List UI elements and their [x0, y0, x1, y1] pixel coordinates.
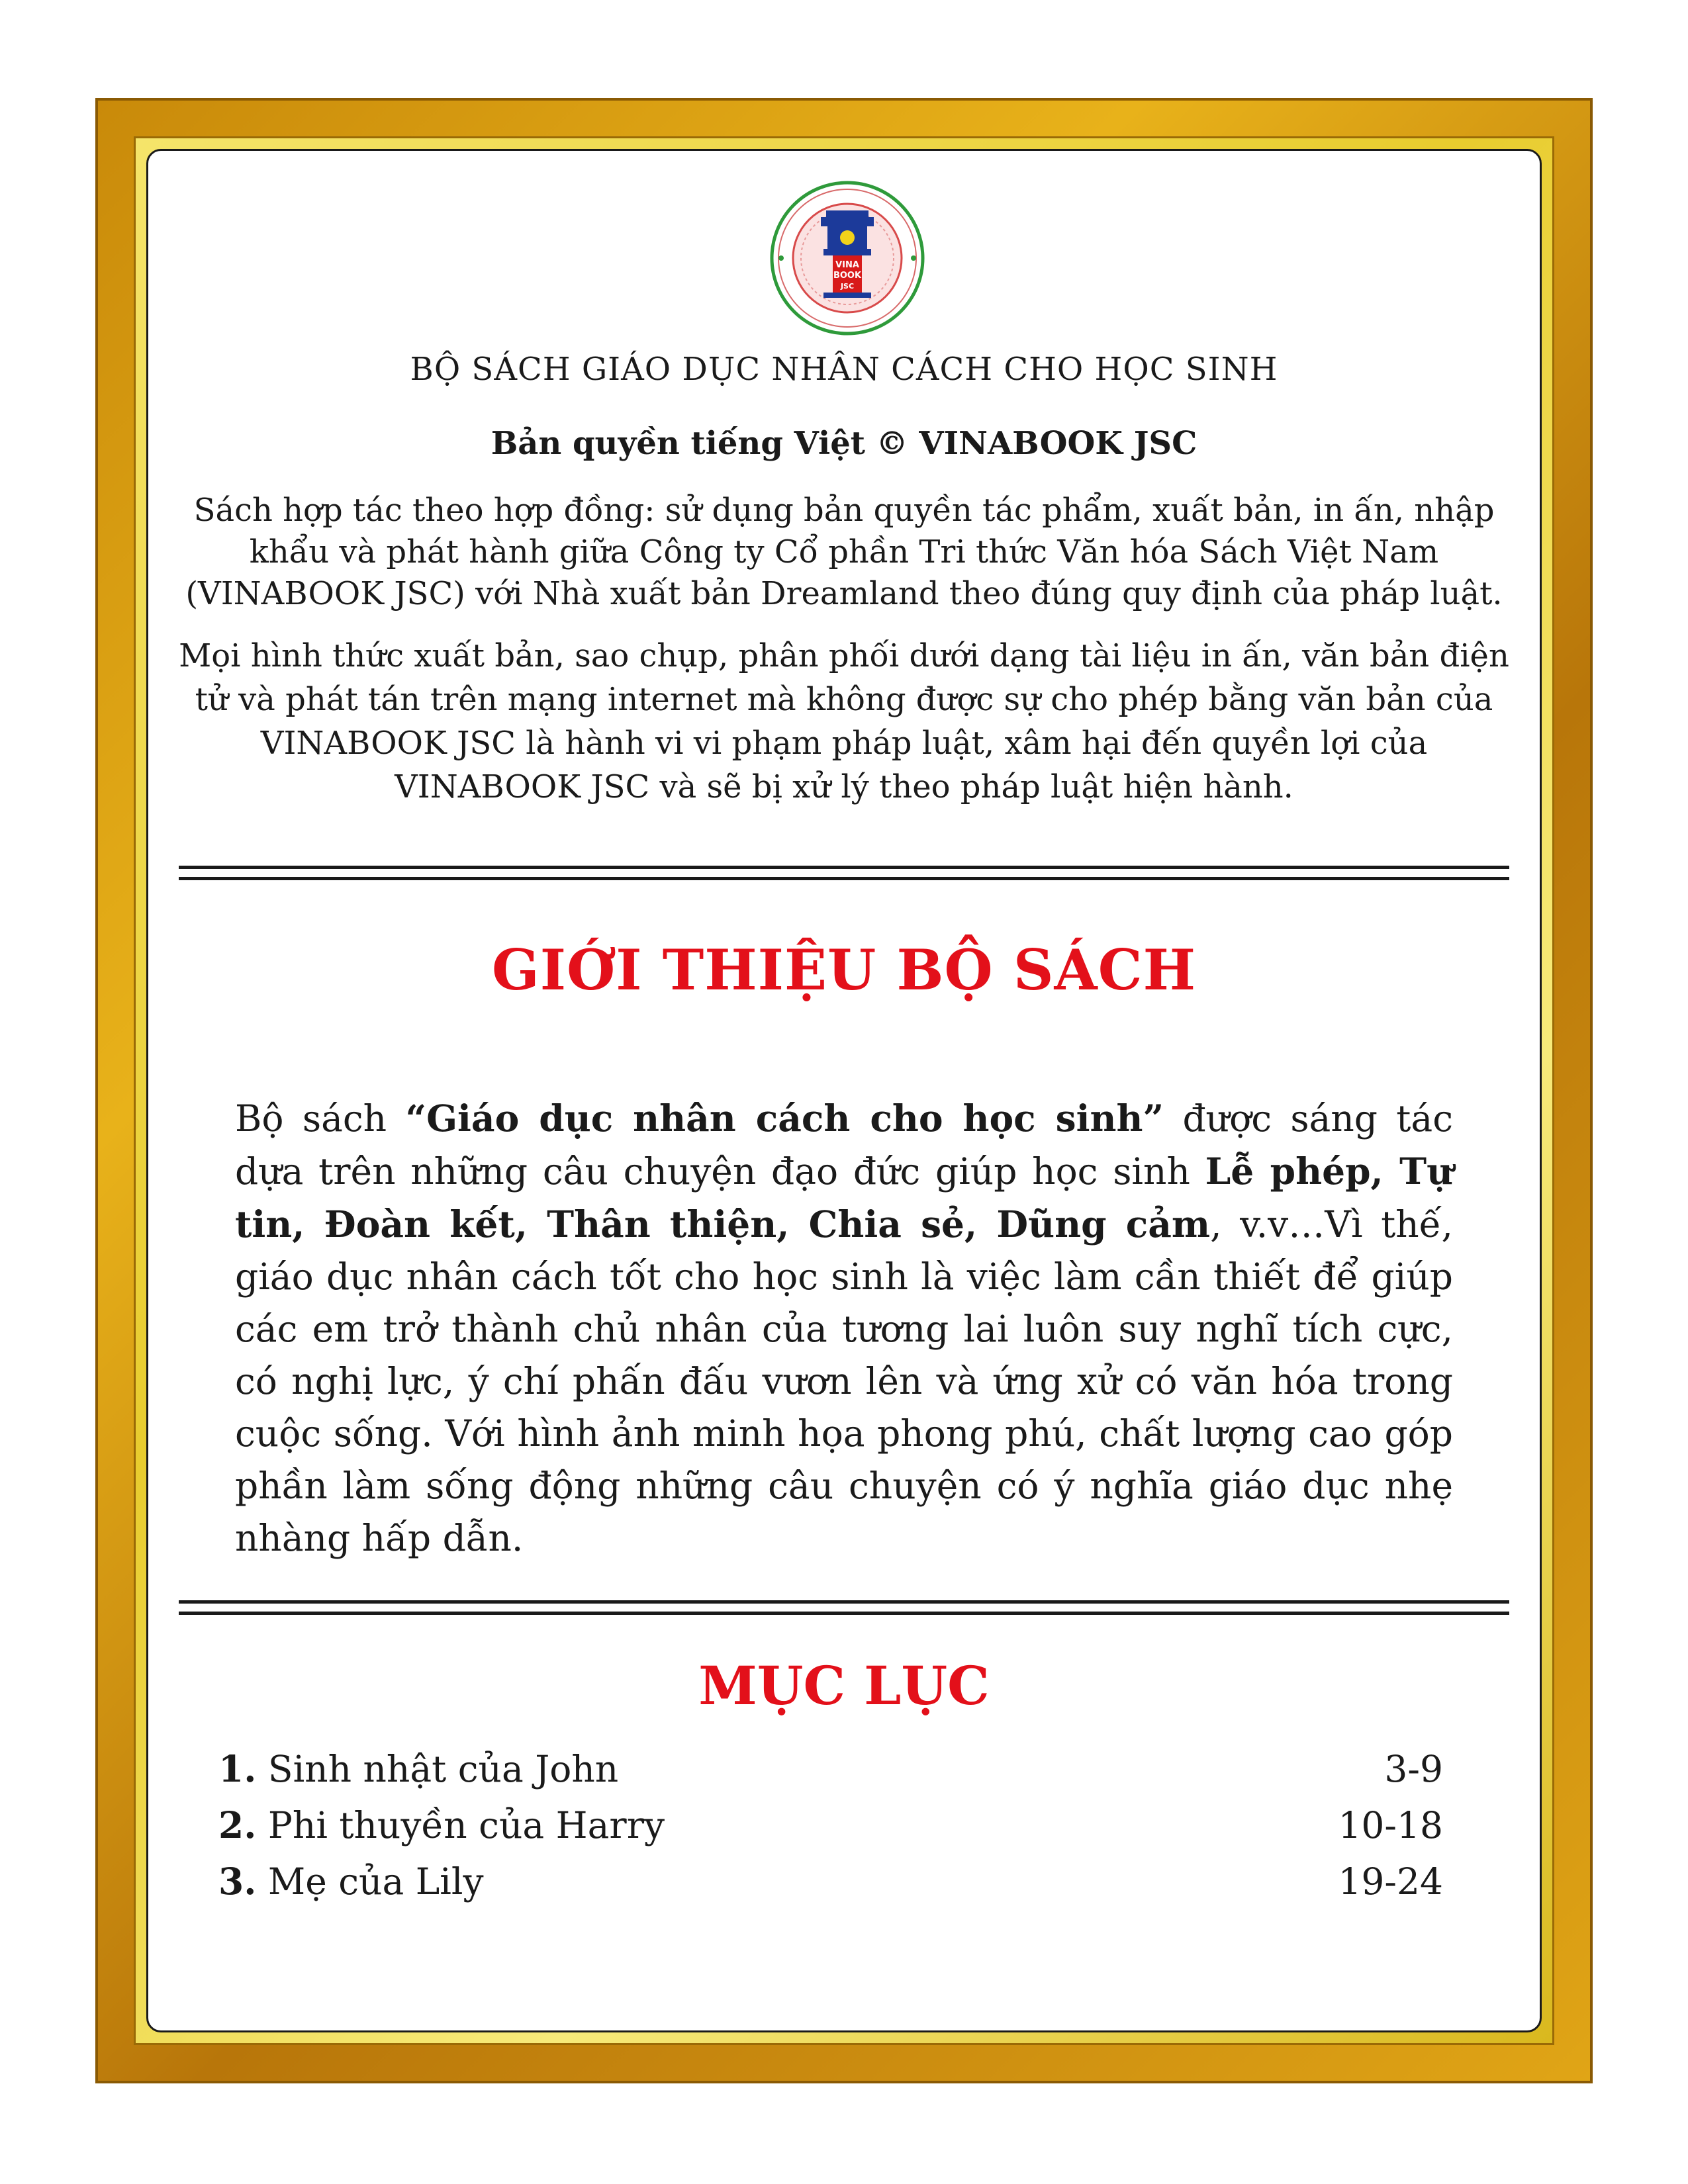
- cooperation-paragraph: Sách hợp tác theo hợp đồng: sử dụng bản quyền tác phẩm, xuất bản, in ấn, nhập khẩu và phát hành giữa Công ty Cổ phần Tri thức Văn hóa Sách Việt Nam (VINABOOK JSC) với Nhà xuất bản Dreamland theo đúng quy định của pháp luật.: [185, 492, 1503, 612]
- intro-paragraph: [235, 1092, 1453, 1565]
- intro-text-part: được sáng tác dựa trên những câu chuyện đạo đức giúp học sinh: [235, 1097, 1454, 1193]
- toc-item-pages: 3-9: [1384, 1747, 1443, 1790]
- toc-item-label: Sinh nhật của John: [256, 1748, 619, 1790]
- intro-virtues: Lễ phép, Tự tin, Đoàn kết, Thân thiện, Chia sẻ, Dũng cảm: [235, 1150, 1453, 1246]
- toc-item-label: Phi thuyền của Harry: [256, 1804, 665, 1846]
- svg-text:JSC: JSC: [840, 282, 855, 291]
- toc-item[interactable]: [218, 1741, 1443, 1797]
- toc-item-number: 1.: [218, 1747, 257, 1790]
- series-title: BỘ SÁCH GIÁO DỤC NHÂN CÁCH CHO HỌC SINH: [410, 351, 1278, 388]
- intro-text-part: Bộ sách: [235, 1097, 406, 1140]
- double-rule-divider: [179, 1600, 1509, 1615]
- toc-item-title: [218, 1860, 484, 1903]
- toc-item-title: [218, 1803, 665, 1846]
- toc-heading: MỤC LỤC: [698, 1655, 990, 1717]
- svg-text:BOOK: BOOK: [833, 271, 862, 281]
- toc-item-number: 3.: [218, 1860, 257, 1903]
- copyright-line: Bản quyền tiếng Việt © VINABOOK JSC: [491, 425, 1197, 462]
- legal-notice-paragraph: Mọi hình thức xuất bản, sao chụp, phân phối dưới dạng tài liệu in ấn, văn bản điện tử và phát tán trên mạng internet mà không được sự cho phép bằng văn bản của VINABOOK JSC là hành vi vi phạm pháp luật, xâm hại đến quyền lợi của VINABOOK JSC và sẽ bị xử lý theo pháp luật hiện hành.: [179, 637, 1509, 805]
- double-rule-divider: [179, 866, 1509, 880]
- svg-text:VINA: VINA: [835, 260, 859, 270]
- intro-heading: GIỚI THIỆU BỘ SÁCH: [492, 937, 1196, 1003]
- toc-item-pages: 10-18: [1338, 1803, 1443, 1846]
- intro-text-part: , v.v…Vì thế, giáo dục nhân cách tốt cho học sinh là việc làm cần thiết để giúp các em trở thành chủ nhân của tương lai luôn suy nghĩ tích cực, có nghị lực, ý chí phấn đấu vươn lên và ứng xử có văn hóa trong cuộc sống. Với hình ảnh minh họa phong phú, chất lượng cao góp phần làm sống động những câu chuyện có ý nghĩa giáo dục nhẹ nhàng hấp dẫn.: [235, 1203, 1453, 1559]
- toc-item[interactable]: [218, 1797, 1443, 1853]
- toc-item-title: [218, 1747, 618, 1790]
- toc-item-number: 2.: [218, 1803, 257, 1846]
- intro-series-name: “Giáo dục nhân cách cho học sinh”: [405, 1097, 1164, 1140]
- vinabook-logo-icon: [768, 179, 927, 338]
- toc-item-label: Mẹ của Lily: [256, 1860, 484, 1903]
- table-of-contents: [218, 1741, 1443, 1909]
- toc-item[interactable]: [218, 1853, 1443, 1909]
- toc-item-pages: 19-24: [1338, 1860, 1443, 1903]
